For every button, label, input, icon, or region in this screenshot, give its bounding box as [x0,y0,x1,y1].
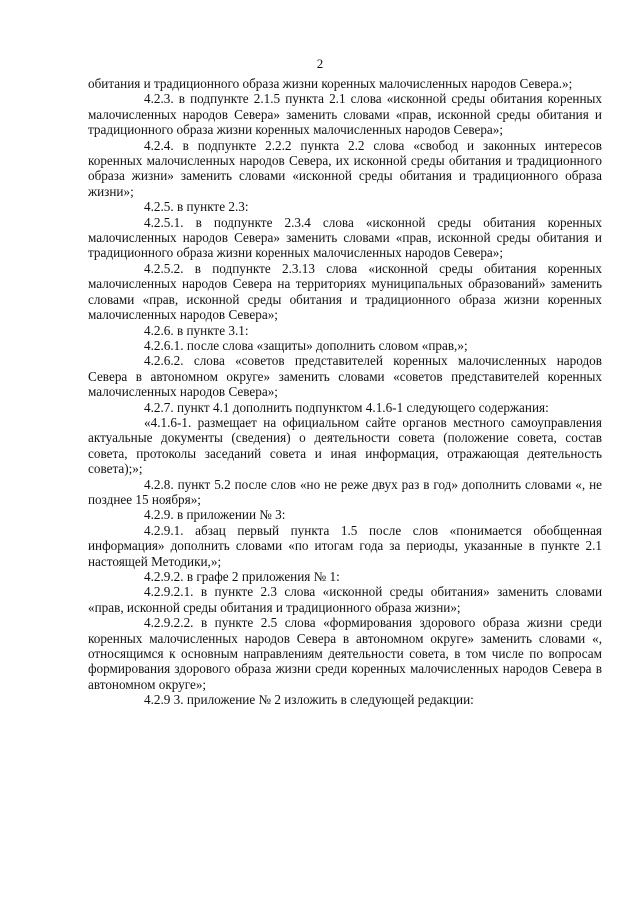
paragraph: 4.2.8. пункт 5.2 после слов «но не реже двух раз в год» дополнить словами «, не позднее 15 ноября»; [88,476,602,507]
paragraph: 4.2.5.2. в подпункте 2.3.13 слова «исконной среды обитания коренных малочисленных народов Севера на территориях муниципальных образований» заменить словами «прав, исконной среды обитания и традиционного образа жизни коренных малочисленных народов Севера»; [88,260,602,323]
paragraph: 4.2.4. в подпункте 2.2.2 пункта 2.2 слова «свобод и законных интересов коренных малочисленных народов Севера, их исконной среды обитания и традиционного образа жизни» заменить словами «исконной среды обитания и традиционного образа жизни»; [88,137,602,199]
paragraph: «4.1.6-1. размещает на официальном сайте органов местного самоуправления актуальные документы (сведения) о деятельности совета (положение совета, состав совета, протоколы заседаний совета и иная информация, отражающая деятельность совета);»; [88,414,602,477]
paragraph: 4.2.9.2. в графе 2 приложения № 1: [144,569,340,584]
document-body [88,76,602,708]
paragraph: 4.2.5. в пункте 2.3: [144,199,249,215]
paragraph: 4.2.9.2.2. в пункте 2.5 слова «формирования здорового образа жизни среди коренных малочисленных народов Севера в автономном округе» заменить словами «, относящимся к основным направлениям деятельности совета, в том числе по вопросам формирования здорового образа жизни среди коренных малочисленных народов Севера в автономном округе»; [88,615,602,692]
paragraph: 4.2.9.2.1. в пункте 2.3 слова «исконной среды обитания» заменить словами «прав, исконной среды обитания и традиционного образа жизни»; [88,584,602,615]
paragraph: 4.2.3. в подпункте 2.1.5 пункта 2.1 слова «исконной среды обитания коренных малочисленных народов Севера» заменить словами «прав, исконной среды обитания и традиционного образа жизни коренных малочисленных народов Севера»; [88,91,602,138]
paragraph: 4.2.6.2. слова «советов представителей коренных малочисленных народов Севера в автономном округе» заменить словами «советов представителей коренных малочисленных народов Севера»; [88,353,602,400]
paragraph: 4.2.7. пункт 4.1 дополнить подпунктом 4.1.6-1 следующего содержания: [144,399,549,415]
paragraph: 4.2.9.1. абзац первый пункта 1.5 после слов «понимается обобщенная информация» дополнить словами «по итогам года за периоды, указанные в пункте 2.1 настоящей Методики,»; [88,522,602,569]
paragraph: 4.2.6. в пункте 3.1: [144,322,249,338]
paragraph: 4.2.9 3. приложение № 2 изложить в следующей редакции: [144,692,474,708]
paragraph: 4.2.9. в приложении № 3: [144,507,286,523]
page-number: 2 [316,56,324,71]
paragraph: 4.2.6.1. после слова «защиты» дополнить словом «прав,»; [144,337,468,353]
paragraph: 4.2.5.1. в подпункте 2.3.4 слова «исконной среды обитания коренных малочисленных народов Севера» заменить словами «прав, исконной среды обитания и традиционного образа жизни коренных малочисленных народов Севера»; [88,214,602,261]
paragraph: обитания и традиционного образа жизни коренных малочисленных народов Севера.»; [88,76,573,91]
